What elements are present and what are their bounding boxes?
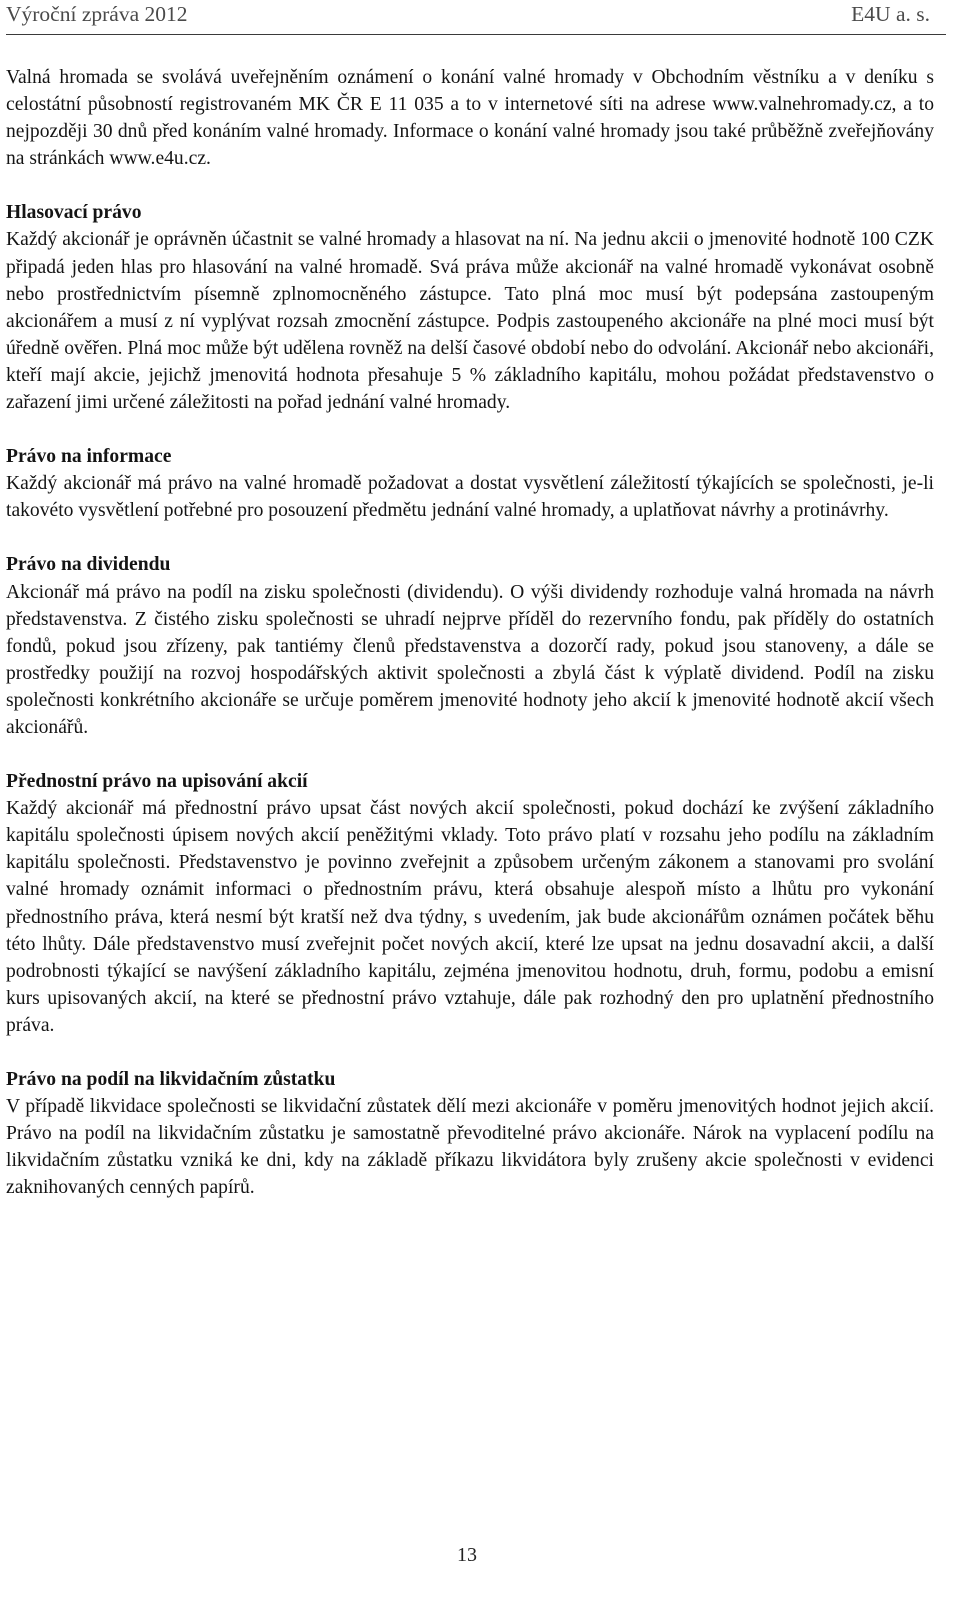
section-body-dividend-rights: Akcionář má právo na podíl na zisku společnosti (dividendu). O výši dividendy rozhoduje valná hromada na návrh představenstva. Z čistého zisku společnosti se uhradí nejprve příděl do rezervního fondu, pak příděly do ostatních fondů, pokud jsou zřízeny, pak tantiémy členů představenstva a dozorčí rady, pokud jsou stanoveny, a dále se prostředky použijí na rozvoj hospodářských aktivit společnosti a zbylá část k výplatě dividend. Podíl na zisku společnosti konkrétního akcionáře se určuje poměrem jmenovité hodnoty jeho akcií k jmenovité hodnotě akcií všech akcionářů. <box>6 581 934 738</box>
section-body-preemptive-rights: Každý akcionář má přednostní právo upsat část nových akcií společnosti, pokud dochází ke zvýšení základního kapitálu společnosti úpisem nových akcií peněžitými vklady. Toto právo platí v rozsahu jeho podílu na základním kapitálu společnosti. Představenstvo je povinno zveřejnit a způsobem určeným zákonem a stanovami pro svolání valné hromady oznámit informaci o přednostním právu, která obsahuje alespoň místo a lhůtu pro vykonání přednostního práva, která nesmí být kratší než dva týdny, s uvedením, jak bude akcionářům oznámen počátek běhu této lhůty. Dále představenstvo musí zveřejnit počet nových akcií, které lze upsat na jednu dosavadní akcii, a další podrobnosti týkající se navýšení základního kapitálu, zejména jmenovitou hodnotu, druh, formu, podobu a emisní kurs upisovaných akcií, na které se přednostní právo vztahuje, dále pak rozhodný den pro uplatnění přednostního práva. <box>6 798 934 1036</box>
section-body-voting-rights: Každý akcionář je oprávněn účastnit se valné hromady a hlasovat na ní. Na jednu akcii o jmenovité hodnotě 100 CZK připadá jeden hlas pro hlasování na valné hromadě. Svá práva může akcionář na valné hromadě vykonávat osobně nebo prostřednictvím písemně zplnomocněného zástupce. Tato plná moc musí být podepsána zastoupeným akcionářem a musí z ní vyplývat rozsah zmocnění zástupce. Podpis zastoupeného akcionáře na plné moci musí být úředně ověřen. Plná moc může být udělena rovněž na delší časové období nebo do odvolání. Akcionář nebo akcionáři, kteří mají akcie, jejichž jmenovitá hodnota přesahuje 5 % základního kapitálu, mohou požádat představenstvo o zařazení jimi určené záležitosti na pořad jednání valné hromady. <box>6 229 934 414</box>
spacer <box>6 416 934 443</box>
section-heading-voting-rights: Hlasovací právo <box>6 202 142 224</box>
section-body-information-rights: Každý akcionář má právo na valné hromadě požadovat a dostat vysvětlení záležitostí týkajících se společnosti, je-li takovéto vysvětlení potřebné pro posouzení předmětu jednání valné hromady, a uplatňovat návrhy a protinávrhy. <box>6 473 934 522</box>
intro-paragraph: Valná hromada se svolává uveřejněním oznámení o konání valné hromady v Obchodním věstníku a v deníku s celostátní působností registrovaném MK ČR E 11 035 a to v internetové síti na adrese www.valnehromady.cz, a to nejpozději 30 dnů před konáním valné hromady. Informace o konání valné hromady jsou také průběžně zveřejňovány na stránkách www.e4u.cz. <box>6 67 934 170</box>
section-heading-information-rights: Právo na informace <box>6 446 172 468</box>
spacer <box>6 741 934 768</box>
spacer <box>6 1039 934 1066</box>
page-header <box>6 0 946 35</box>
section-heading-liquidation-rights: Právo na podíl na likvidačním zůstatku <box>6 1069 336 1090</box>
page-number: 13 <box>457 1544 477 1566</box>
spacer <box>6 172 934 199</box>
document-body <box>6 64 934 1201</box>
report-title: Výroční zpráva 2012 <box>6 2 188 26</box>
section-heading-dividend-rights: Právo na dividendu <box>6 554 171 576</box>
section-body-liquidation-rights: V případě likvidace společnosti se likvidační zůstatek dělí mezi akcionáře v poměru jmenovitých hodnot jejich akcií. Právo na podíl na likvidačním zůstatku je samostatně převoditelné právo akcionáře. Nárok na vyplacení podílu na likvidačním zůstatku vzniká ke dni, kdy na základě příkazu likvidátora byly zrušeny akcie společnosti v evidenci zaknihovaných cenných papírů. <box>6 1096 934 1199</box>
spacer <box>6 524 934 551</box>
section-heading-preemptive-rights: Přednostní právo na upisování akcií <box>6 771 308 793</box>
company-name: E4U a. s. <box>851 2 930 26</box>
